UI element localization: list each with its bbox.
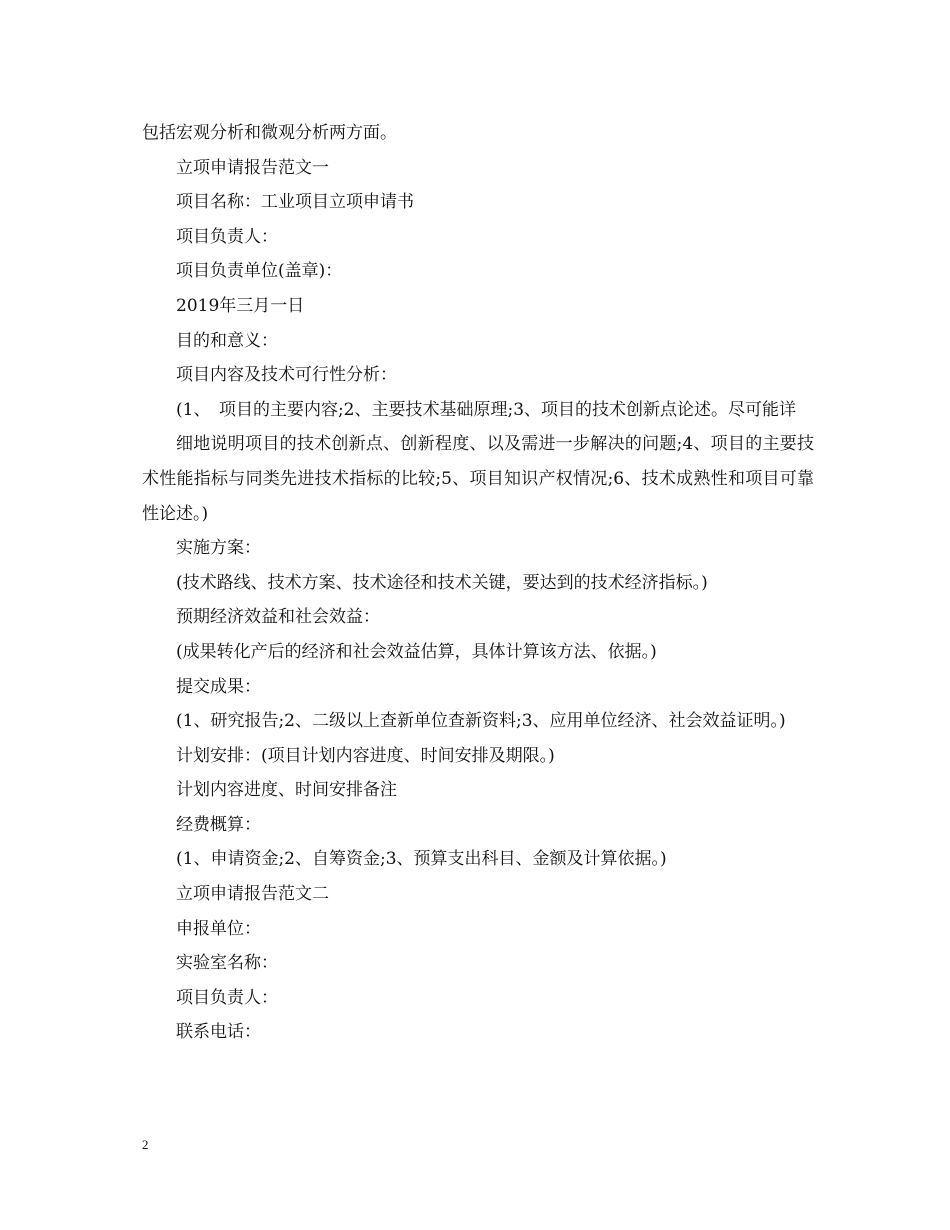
paragraph: (1、研究报告;2、二级以上查新单位查新资料;3、应用单位经济、社会效益证明。) — [176, 711, 786, 732]
document-body — [142, 116, 814, 1050]
paragraph: (技术路线、技术方案、技术途径和技术关键，要达到的技术经济指标。) — [176, 572, 708, 593]
paragraph: 2019年三月一日 — [176, 295, 305, 316]
paragraph: 计划安排：(项目计划内容进度、时间安排及期限。) — [176, 745, 555, 766]
paragraph: 申报单位： — [176, 918, 261, 939]
paragraph: 实施方案： — [176, 538, 261, 559]
paragraph: 联系电话： — [176, 1022, 261, 1043]
paragraph: (1、申请资金;2、自筹资金;3、预算支出科目、金额及计算依据。) — [176, 849, 667, 870]
page-number: 2 — [142, 1137, 149, 1152]
paragraph: 立项申请报告范文一 — [176, 157, 329, 178]
paragraph: (1、 项目的主要内容;2、主要技术基础原理;3、项目的技术创新点论述。尽可能详 — [176, 399, 797, 420]
paragraph: 经费概算： — [176, 814, 261, 835]
paragraph: 项目负责人： — [176, 987, 278, 1008]
paragraph: (成果转化产后的经济和社会效益估算，具体计算该方法、依据。) — [176, 641, 657, 662]
paragraph: 目的和意义： — [176, 330, 278, 351]
paragraph: 包括宏观分析和微观分析两方面。 — [142, 123, 397, 143]
paragraph: 项目负责单位(盖章)： — [176, 261, 343, 282]
paragraph: 立项申请报告范文二 — [176, 884, 329, 905]
paragraph: 细地说明项目的技术创新点、创新程度、以及需进一步解决的问题;4、项目的主要技术性能指标与同类先进技术指标的比较;5、项目知识产权情况;6、技术成熟性和项目可靠性论述。) — [142, 434, 814, 524]
paragraph: 项目负责人： — [176, 226, 278, 247]
paragraph: 项目名称：工业项目立项申请书 — [176, 192, 414, 213]
paragraph: 项目内容及技术可行性分析： — [176, 365, 397, 386]
paragraph: 预期经济效益和社会效益： — [176, 607, 380, 628]
paragraph: 提交成果： — [176, 676, 261, 697]
paragraph: 计划内容进度、时间安排备注 — [176, 780, 397, 801]
paragraph: 实验室名称： — [176, 953, 278, 974]
